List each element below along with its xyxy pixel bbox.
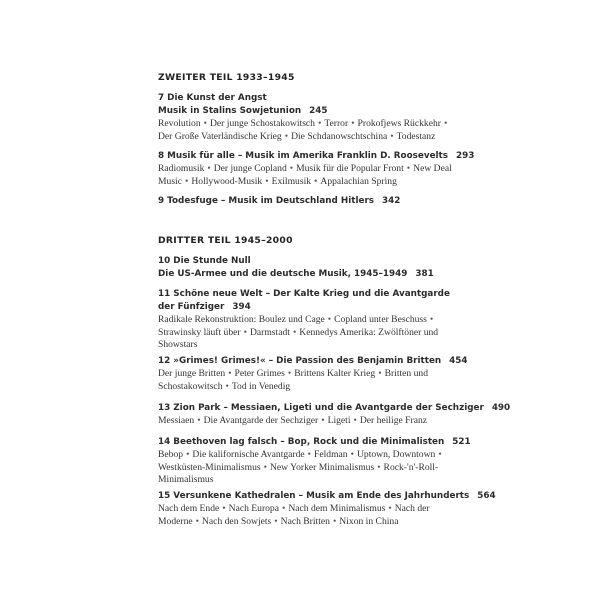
chapter-13: [158, 402, 511, 428]
subtopic: Westküsten-Minimalismus: [158, 461, 261, 473]
page-number: 293: [456, 151, 475, 161]
bullet-separator: •: [243, 326, 247, 338]
subtopic: Exilmusik: [271, 175, 312, 187]
chapter-heading-text: 12 »Grimes! Grimes!« – Die Passion des Benjamin Britten: [158, 356, 442, 366]
subtopic: Terror: [324, 118, 349, 129]
chapter-15: [158, 490, 496, 528]
table-of-contents: [158, 0, 511, 600]
bullet-separator: •: [292, 326, 297, 338]
subtopic: Ligeti: [327, 415, 351, 426]
bullet-separator: •: [314, 175, 318, 187]
subtopic: Britten und: [384, 368, 429, 379]
bullet-separator: •: [377, 461, 381, 473]
subtopic: Music: [158, 175, 182, 187]
chapter-heading-line: 7 Die Kunst der Angst: [158, 93, 267, 103]
subtopic: New Yorker Minimalismus: [269, 461, 375, 473]
subtopic: Moderne: [158, 515, 193, 527]
page-number: 454: [449, 356, 468, 366]
chapter-heading-line: [158, 268, 458, 281]
subtopic: Nach den Sowjets: [202, 515, 272, 527]
bullet-separator: •: [321, 415, 325, 426]
chapter-heading-line: [158, 195, 458, 208]
subtopic-line: [158, 176, 458, 189]
chapter-12: [158, 355, 468, 393]
subtopic: Todestanz: [396, 130, 436, 142]
subtopic-line: [158, 516, 458, 529]
chapter-heading-text: 8 Musik für alle – Musik im Amerika Franklin D. Roosevelts: [158, 151, 448, 161]
subtopic: Nach Britten: [280, 515, 330, 527]
bullet-separator: •: [282, 503, 286, 514]
page-number: 394: [232, 302, 251, 312]
bullet-separator: •: [353, 415, 357, 426]
subtopic: Copland unter Beschuss: [334, 314, 427, 325]
subtopic-line: [158, 503, 458, 516]
subtopic: Brittens Kalter Krieg: [294, 368, 376, 379]
subtopic-line: [158, 462, 458, 475]
subtopic-line: [158, 163, 458, 176]
bullet-separator: •: [186, 449, 190, 460]
subtopic: Minimalismus: [158, 474, 214, 485]
chapter-heading-line: [158, 355, 468, 368]
bullet-separator: •: [350, 449, 354, 460]
subtopic: Revolution: [158, 118, 201, 129]
chapter-heading-line: [158, 436, 471, 449]
page-number: 564: [477, 491, 496, 501]
chapter-heading-text: Musik in Stalins Sowjetunion: [158, 106, 302, 116]
bullet-separator: •: [390, 130, 394, 142]
subtopic-line: [158, 449, 458, 462]
subtopic: Radiomusik: [158, 163, 205, 174]
subtopic: Die Schdanowschtschina: [291, 130, 388, 142]
page-number: 245: [309, 106, 328, 116]
chapter-8: [158, 150, 475, 188]
subtopic: Nixon in China: [339, 515, 399, 527]
bullet-separator: •: [307, 449, 312, 460]
chapter-9: [158, 195, 458, 208]
bullet-separator: •: [203, 118, 207, 129]
subtopic: Musik für die Popular Front: [296, 163, 404, 174]
part-title: DRITTER TEIL 1945–2000: [158, 235, 293, 246]
subtopic-line: [158, 415, 458, 428]
chapter-heading-line: [158, 105, 458, 118]
subtopic: Uptown, Downtown: [356, 449, 436, 460]
chapter-heading-text: 14 Beethoven lag falsch – Bop, Rock und die Minimalisten: [158, 437, 445, 447]
subtopic: Prokofjews Rückkehr: [357, 118, 441, 129]
bullet-separator: •: [197, 415, 201, 426]
subtopic: Der junge Britten: [158, 368, 226, 379]
bullet-separator: •: [265, 175, 269, 187]
subtopic: New Deal: [413, 163, 452, 174]
bullet-separator: •: [429, 314, 434, 325]
chapter-heading-line: [158, 150, 475, 163]
bullet-separator: •: [287, 368, 292, 379]
chapter-11: [158, 288, 458, 352]
bullet-separator: •: [378, 368, 382, 379]
chapter-heading-line: [158, 301, 458, 314]
bullet-separator: •: [263, 461, 267, 473]
subtopic: Peter Grimes: [234, 368, 285, 379]
subtopic: Der Große Vaterländische Krieg: [158, 130, 282, 142]
subtopic: Nach dem Ende: [158, 503, 220, 514]
subtopic: Bebop: [158, 449, 184, 460]
subtopic: Nach Europa: [228, 503, 279, 514]
subtopic: Rock-'n'-Roll-: [383, 461, 439, 473]
bullet-separator: •: [184, 175, 189, 187]
subtopic: Die Avantgarde der Sechziger: [203, 415, 319, 426]
subtopic: Nach der: [394, 503, 430, 514]
subtopic: Die kalifornische Avantgarde: [192, 449, 305, 460]
bullet-separator: •: [388, 503, 392, 514]
page-number: 490: [491, 403, 511, 413]
subtopic: Feldman: [314, 449, 348, 460]
subtopic-line: [158, 118, 458, 131]
subtopic: Der junge Schostakowitsch: [210, 118, 315, 129]
bullet-separator: •: [332, 515, 337, 527]
chapter-heading-line: 10 Die Stunde Null: [158, 256, 251, 266]
bullet-separator: •: [438, 449, 442, 460]
chapter-heading-line: [158, 490, 496, 503]
bullet-separator: •: [351, 118, 355, 129]
chapter-heading-text: Die US-Armee und die deutsche Musik, 1945–1949: [158, 269, 408, 279]
page-number: 521: [452, 437, 471, 447]
subtopic: Darmstadt: [249, 326, 290, 338]
bullet-separator: •: [207, 163, 211, 174]
part-title: ZWEITER TEIL 1933–1945: [158, 72, 295, 83]
chapter-heading-text: 13 Zion Park – Messiaen, Ligeti und die Avantgarde der Sechziger: [158, 403, 484, 413]
bullet-separator: •: [289, 163, 294, 174]
subtopic-line: [158, 474, 458, 487]
bullet-separator: •: [443, 118, 448, 129]
subtopic: Kennedys Amerika: Zwölftöner und: [299, 326, 439, 338]
subtopic: Hollywood-Musik: [191, 175, 263, 187]
bullet-separator: •: [327, 314, 332, 325]
bullet-separator: •: [274, 515, 278, 527]
subtopic: Nach dem Minimalismus: [288, 503, 386, 514]
subtopic: Der junge Copland: [213, 163, 287, 174]
subtopic-line: [158, 381, 458, 394]
chapter-heading-line: [158, 402, 511, 415]
bullet-separator: •: [317, 118, 322, 129]
bullet-separator: •: [228, 368, 232, 379]
bullet-separator: •: [222, 503, 226, 514]
bullet-separator: •: [406, 163, 411, 174]
bullet-separator: •: [284, 130, 289, 142]
subtopic: Showstars: [158, 339, 198, 350]
subtopic-line: [158, 327, 458, 340]
chapter-heading-text: der Fünfziger: [158, 302, 225, 312]
subtopic: Radikale Rekonstruktion: Boulez und Cage: [158, 314, 325, 325]
chapter-10: [158, 255, 458, 281]
subtopic-line: [158, 339, 458, 352]
chapter-14: [158, 436, 471, 487]
subtopic: Der heilige Franz: [359, 415, 428, 426]
chapter-heading-text: 15 Versunkene Kathedralen – Musik am Ende des Jahrhunderts: [158, 491, 470, 501]
chapter-heading-line: 11 Schöne neue Welt – Der Kalte Krieg und die Avantgarde: [158, 289, 450, 299]
subtopic-line: [158, 368, 458, 381]
chapter-7: [158, 92, 458, 143]
page-number: 381: [415, 269, 434, 279]
subtopic: Strawinsky läuft über: [158, 326, 241, 338]
bullet-separator: •: [195, 515, 199, 527]
page-number: 342: [382, 196, 401, 206]
subtopic: Schostakowitsch: [158, 380, 223, 392]
subtopic: Appalachian Spring: [320, 175, 397, 187]
subtopic-line: [158, 314, 458, 327]
subtopic-line: [158, 131, 458, 144]
subtopic: Tod in Venedig: [231, 380, 291, 392]
chapter-heading-text: 9 Todesfuge – Musik im Deutschland Hitlers: [158, 196, 375, 206]
subtopic: Messiaen: [158, 415, 195, 426]
bullet-separator: •: [225, 380, 229, 392]
